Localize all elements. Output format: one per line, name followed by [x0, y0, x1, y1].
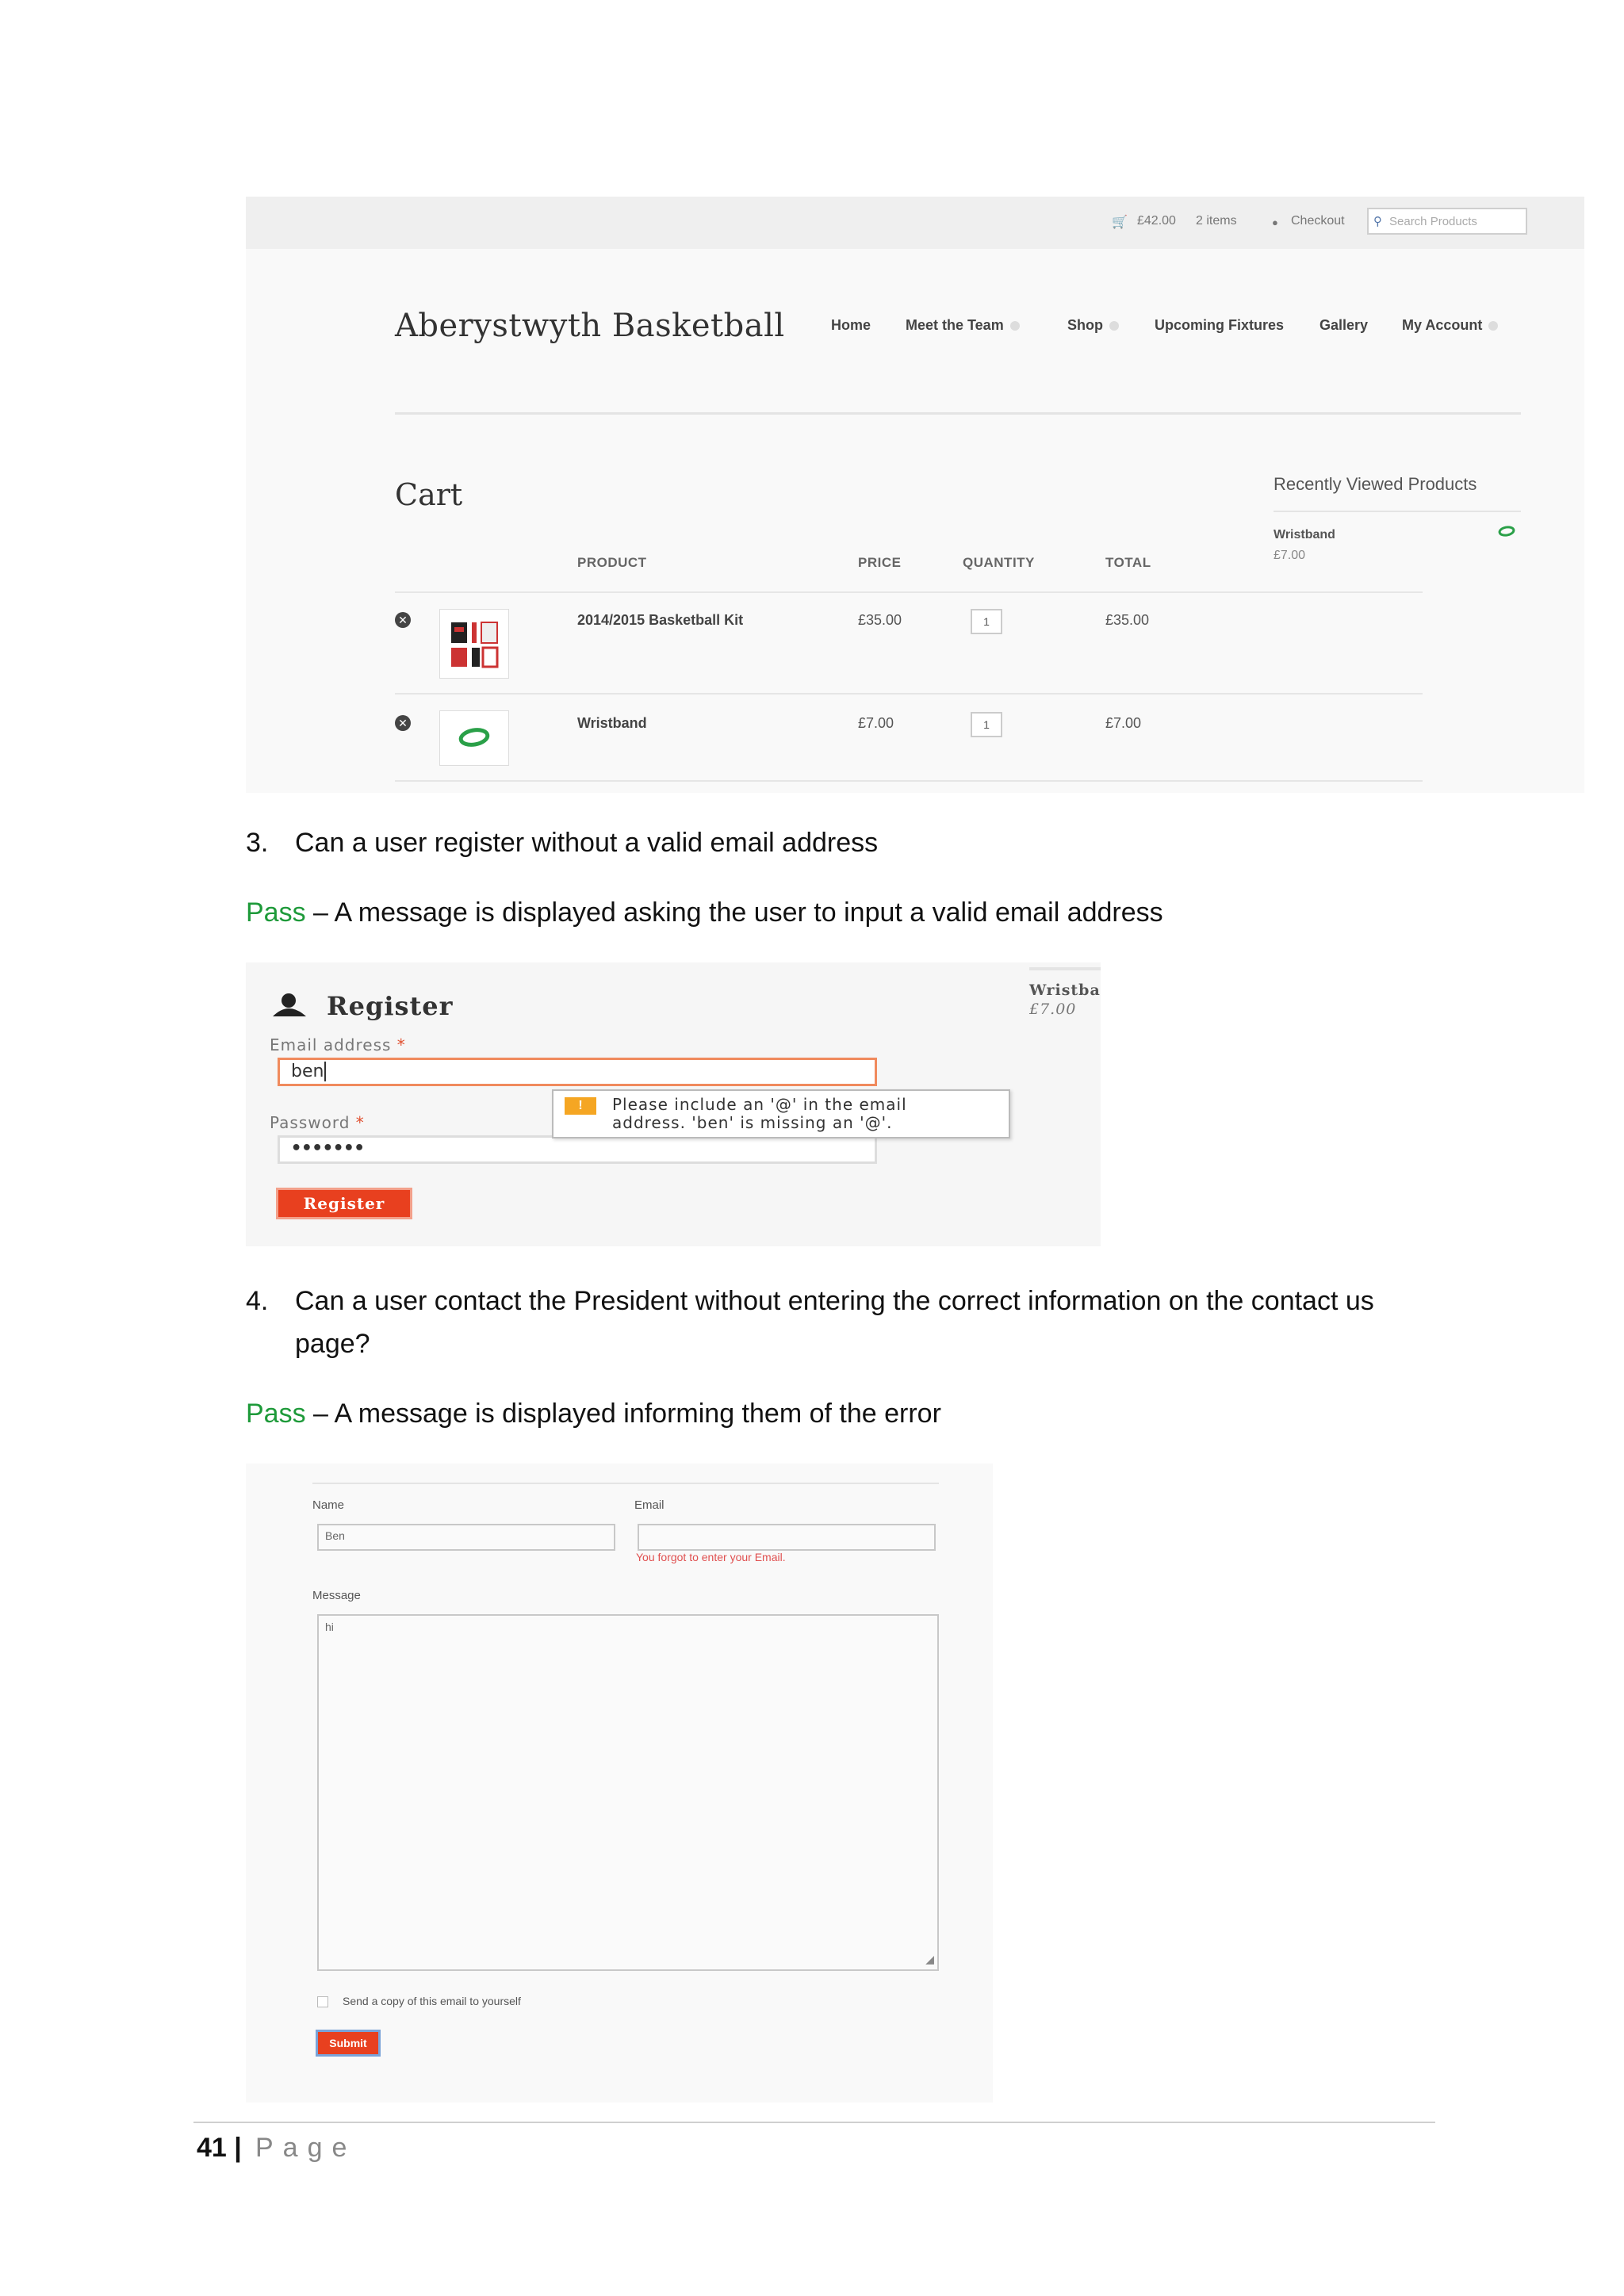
- product-name-link[interactable]: Wristband: [577, 715, 647, 731]
- message-label: Message: [312, 1589, 361, 1602]
- password-label: [270, 1113, 365, 1132]
- dropdown-indicator-icon: [1488, 321, 1498, 331]
- dropdown-indicator-icon: [1010, 321, 1020, 331]
- email-field[interactable]: [638, 1524, 936, 1551]
- validation-message-line: Please include an '@' in the email: [612, 1095, 907, 1114]
- name-field[interactable]: Ben: [317, 1524, 615, 1551]
- product-name-link[interactable]: 2014/2015 Basketball Kit: [577, 612, 744, 628]
- email-field[interactable]: [278, 1058, 877, 1086]
- page-number: [197, 2133, 242, 2164]
- recently-viewed-price: £7.00: [1274, 549, 1306, 562]
- wristband-icon[interactable]: [1496, 523, 1518, 539]
- validation-tooltip: [552, 1089, 1010, 1138]
- email-label-text: Email address: [270, 1035, 392, 1054]
- name-label: Name: [312, 1498, 345, 1512]
- remove-item-icon[interactable]: ✕: [395, 715, 411, 731]
- email-error-message: You forgot to enter your Email.: [636, 1551, 786, 1563]
- line-total: £7.00: [1105, 715, 1142, 731]
- cart-item-count[interactable]: 2 items: [1196, 214, 1237, 228]
- user-icon: [270, 991, 309, 1018]
- nav-label: Shop: [1067, 317, 1103, 333]
- search-icon: ⚲: [1373, 215, 1382, 228]
- nav-gallery[interactable]: Gallery: [1320, 317, 1369, 333]
- cart-total[interactable]: £42.00: [1137, 214, 1176, 228]
- cart-screenshot: [246, 197, 1584, 793]
- quantity-input[interactable]: 1: [971, 712, 1002, 737]
- test-question-continued: page?: [295, 1329, 370, 1359]
- warning-icon: !: [565, 1097, 596, 1115]
- test-question: Can a user contact the President without entering the correct information on the contact us: [295, 1286, 1374, 1316]
- cart-icon[interactable]: 🛒: [1112, 216, 1128, 229]
- nav-my-account[interactable]: [1402, 317, 1498, 334]
- top-bar: [246, 197, 1584, 249]
- search-placeholder: Search Products: [1389, 215, 1477, 228]
- footer-divider: [193, 2122, 1435, 2123]
- validation-message-line: address. 'ben' is missing an '@'.: [612, 1113, 893, 1132]
- basketball-kit-thumbnail[interactable]: [439, 609, 509, 679]
- nav-meet-the-team[interactable]: [906, 317, 1020, 334]
- sidebar-divider: [1029, 967, 1101, 970]
- register-heading: Register: [327, 991, 454, 1021]
- submit-button[interactable]: Submit: [316, 2030, 381, 2057]
- recently-viewed-product-link[interactable]: Wristband: [1274, 528, 1335, 541]
- test-number: 4.: [246, 1286, 269, 1316]
- checkout-icon: ●: [1272, 216, 1278, 228]
- column-header-product: PRODUCT: [577, 555, 647, 570]
- checkout-link[interactable]: Checkout: [1291, 214, 1345, 228]
- message-textarea[interactable]: [317, 1614, 939, 1971]
- validation-message: [612, 1096, 907, 1132]
- nav-upcoming-fixtures[interactable]: Upcoming Fixtures: [1155, 317, 1285, 333]
- wristband-icon: [440, 711, 508, 765]
- password-label-text: Password: [270, 1113, 350, 1132]
- result-description: – A message is displayed informing them of the error: [305, 1399, 941, 1429]
- dropdown-indicator-icon: [1109, 321, 1119, 331]
- page-separator: |: [234, 2133, 242, 2163]
- site-title[interactable]: Aberystwyth Basketball: [395, 308, 785, 344]
- page-number-value: 41: [197, 2133, 227, 2163]
- table-divider: [395, 780, 1423, 782]
- nav-shop[interactable]: [1067, 317, 1119, 334]
- password-field[interactable]: •••••••: [278, 1135, 877, 1164]
- product-price: £7.00: [858, 715, 894, 731]
- nav-label: My Account: [1402, 317, 1483, 333]
- pass-label: Pass: [246, 1399, 306, 1429]
- sidebar-product-price: £7.00: [1029, 1001, 1077, 1018]
- column-header-price: PRICE: [858, 555, 902, 570]
- basketball-kit-icon: [440, 610, 508, 678]
- nav-home[interactable]: Home: [831, 317, 871, 333]
- test-question: Can a user register without a valid email address: [295, 828, 879, 858]
- quantity-input[interactable]: 1: [971, 609, 1002, 634]
- message-value: hi: [325, 1621, 334, 1633]
- test-number: 3.: [246, 828, 269, 858]
- send-copy-label[interactable]: Send a copy of this email to yourself: [343, 1995, 521, 2007]
- column-header-total: TOTAL: [1105, 555, 1151, 570]
- test-result: [246, 897, 1163, 928]
- text-cursor: [324, 1062, 326, 1081]
- resize-handle-icon[interactable]: ◢: [925, 1953, 934, 1965]
- product-price: £35.00: [858, 612, 902, 628]
- email-label: [270, 1035, 406, 1054]
- email-value: ben: [291, 1062, 324, 1081]
- remove-item-icon[interactable]: ✕: [395, 612, 411, 628]
- nav-label: Meet the Team: [906, 317, 1004, 333]
- recently-viewed-title: Recently Viewed Products: [1274, 474, 1477, 494]
- pass-label: Pass: [246, 897, 306, 928]
- register-screenshot: [246, 962, 1101, 1246]
- sidebar-product-name[interactable]: Wristba: [1029, 982, 1101, 999]
- cart-title: Cart: [395, 477, 463, 512]
- email-label: Email: [634, 1498, 665, 1512]
- sidebar-divider: [1274, 511, 1521, 512]
- contact-form-screenshot: [246, 1464, 993, 2103]
- test-result: [246, 1399, 941, 1429]
- table-divider: [395, 591, 1423, 593]
- column-header-quantity: QUANTITY: [963, 555, 1035, 570]
- table-divider: [395, 693, 1423, 695]
- header-divider: [395, 412, 1521, 415]
- form-divider: [312, 1483, 939, 1484]
- required-mark: *: [396, 1035, 406, 1054]
- required-mark: *: [355, 1113, 365, 1132]
- send-copy-checkbox[interactable]: [317, 1996, 328, 2007]
- result-description: – A message is displayed asking the user to input a valid email address: [305, 897, 1163, 928]
- register-button[interactable]: Register: [276, 1188, 412, 1219]
- wristband-thumbnail[interactable]: [439, 710, 509, 766]
- search-input[interactable]: [1367, 208, 1527, 235]
- line-total: £35.00: [1105, 612, 1150, 628]
- page-label: Page: [255, 2133, 357, 2163]
